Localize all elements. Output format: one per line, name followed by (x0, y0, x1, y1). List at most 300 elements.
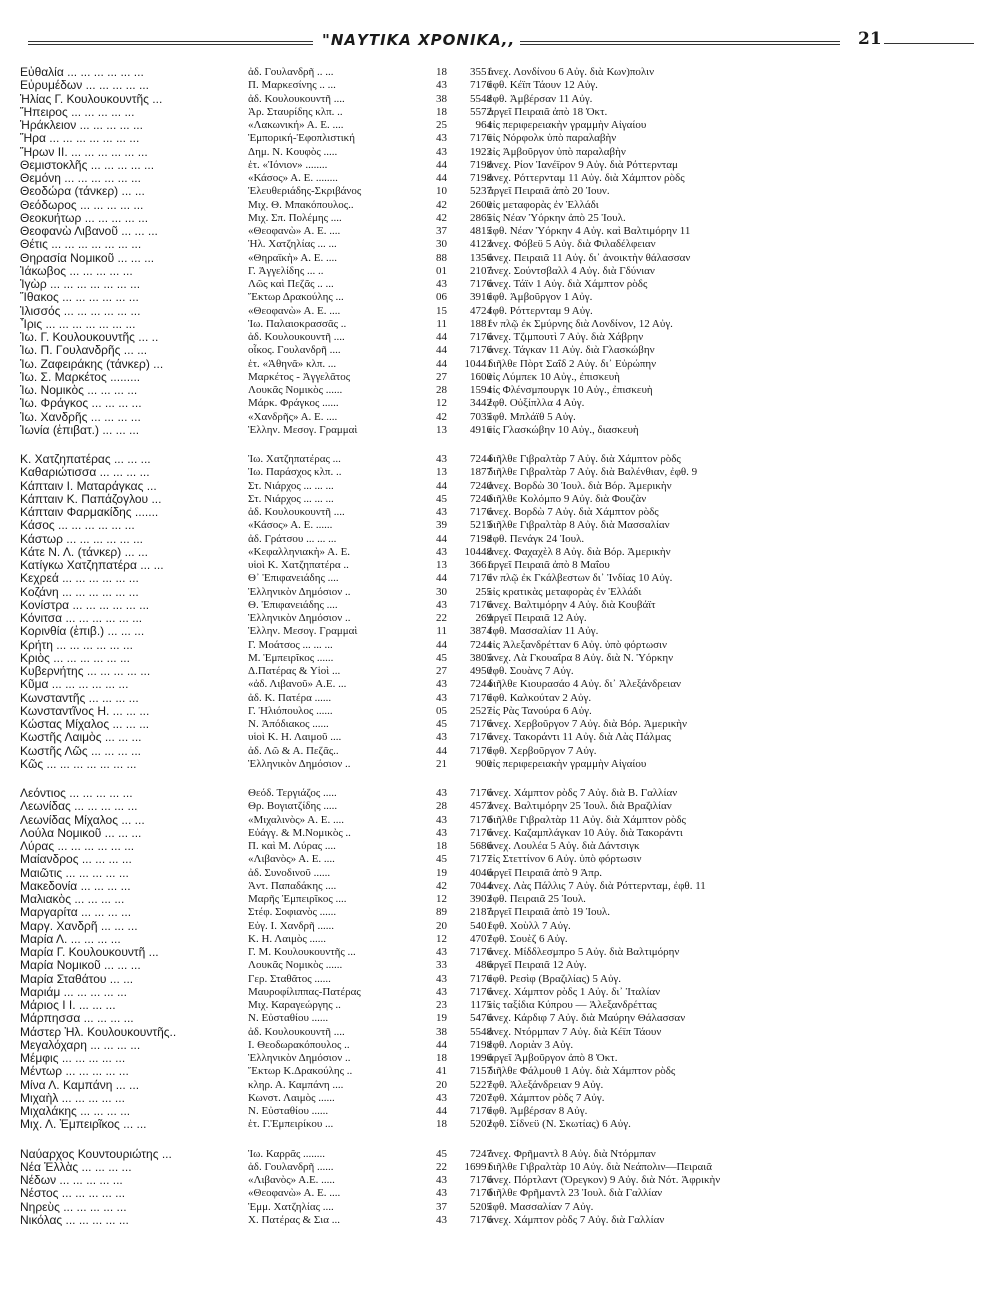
built-year: 45 (436, 718, 447, 730)
built-year: 44 (436, 1105, 447, 1117)
position-status: ἐφθ. Μασσαλίαν 11 Αὐγ. (488, 625, 599, 638)
tonnage: 7198 (470, 532, 492, 545)
table-row (20, 906, 980, 919)
owner-name: Ἕκτωρ Δρακούλης ... (248, 291, 344, 304)
position-status: εἰς Φλένσμπουργκ 10 Αὐγ., ἐπισκευὴ (488, 384, 653, 396)
owner-name: Γ. Μοάτσος ... ... ... (248, 638, 333, 651)
table-row (20, 599, 980, 612)
ship-name: Μαλιακὸς ... ... ... ... (20, 893, 125, 906)
built-year: 45 (436, 651, 447, 664)
built-year: 43 (436, 1187, 447, 1200)
ship-name: Λεόντιος ... ... ... ... ... (20, 787, 133, 800)
ship-name: Μιχ. Λ. Ἐμπειρῖκος ... ... (20, 1118, 147, 1132)
built-year: 43 (436, 1174, 447, 1186)
tonnage: 7176 (470, 972, 492, 985)
owner-name: Γερ. Σταθᾶτος ...... (248, 972, 331, 985)
tonnage: 4123 (470, 238, 492, 251)
ship-name: Μαιῶτις ... ... ... ... ... (20, 866, 129, 880)
position-status: ἀνεχ. Τακοράντι 11 Αὐγ. διὰ Λὰς Πάλμας (488, 731, 671, 744)
tonnage: 16991 (464, 1160, 492, 1173)
owner-name: Μαρκέτος - Ἀγγελᾶτος (248, 370, 351, 383)
tonnage: 4573 (470, 800, 492, 813)
built-year: 44 (436, 744, 447, 757)
tonnage: 7176 (470, 946, 492, 958)
built-year: 27 (436, 665, 447, 677)
owner-name: ἀδ. Γράτσου ... ... ... (248, 532, 337, 545)
tonnage: 7176 (470, 813, 492, 826)
owner-name: Ἰω. Χατζηπατέρας ... (248, 453, 341, 465)
ship-name: Κορινθία (ἐπιβ.) ... ... ... (20, 625, 145, 639)
position-status: εἰς Ἀμβοῦργον ὑπὸ παραλαβὴν (488, 145, 626, 158)
table-row (20, 1092, 980, 1105)
ship-name: Κωνσταντῆς ... ... ... ... (20, 691, 139, 705)
ship-name: Ἰάκωβος ... ... ... ... ... (20, 264, 133, 278)
position-status: εἰς κρατικὰς μεταφορὰς ἐν Ἑλλάδι (488, 585, 642, 598)
position-status: διῆλθε Γιβραλτὰρ 7 Αὐγ. διὰ Βαλένθιαν, ἐφθ. 9 (488, 466, 698, 479)
tonnage: 2865 (470, 211, 492, 224)
owner-name: «Θεοφανὼ» Α. Ε. .... (248, 1187, 341, 1200)
owner-name: Ἰω. Παράσχος κλπ. .. (248, 466, 342, 479)
table-row (20, 612, 980, 625)
owner-name: Γ. Μ. Κουλουκουντῆς ... (248, 946, 356, 958)
ship-group (20, 453, 980, 771)
tonnage: 4916 (470, 423, 492, 436)
table-row (20, 493, 980, 506)
built-year: 44 (436, 357, 447, 370)
owner-name: Ἑλληνικὸν Δημόσιον .. (248, 612, 351, 624)
ship-name: Κωστῆς Λῶς ... ... ... ... (20, 744, 142, 758)
position-status: ἀργεῖ Πειραιᾶ 12 Αὐγ. (488, 612, 587, 624)
tonnage: 7176 (470, 826, 492, 839)
position-status: εἰς Νόρφολκ ὑπὸ παραλαβὴν (488, 132, 617, 145)
tonnage: 7198 (470, 158, 492, 171)
built-year: 18 (436, 1052, 447, 1064)
built-year: 01 (436, 264, 447, 277)
built-year: 44 (436, 158, 447, 171)
owner-name: ἑτ. «Ἀθηνᾶ» κλπ. ... (248, 357, 337, 370)
owner-name: Μάρκ. Φράγκος ...... (248, 397, 339, 410)
built-year: 12 (436, 932, 447, 945)
ship-name: Θεοκυήτωρ ... ... ... ... ... (20, 211, 149, 225)
tonnage: 7044 (470, 879, 492, 892)
built-year: 38 (436, 92, 447, 105)
ship-name: Ἰγὼρ ... ... ... ... ... ... ... (20, 278, 141, 291)
owner-name: υἱοὶ Κ. Η. Λαιμοῦ .... (248, 731, 342, 744)
table-row (20, 546, 980, 559)
built-year: 19 (436, 1012, 447, 1025)
tonnage: 3903 (470, 893, 492, 905)
built-year: 38 (436, 1025, 447, 1038)
owner-name: Μιχ. Καραγεώργης .. (248, 999, 341, 1011)
owner-name: «Μιχαλινὸς» Α. Ε. .... (248, 813, 344, 826)
position-status: εἰς μεταφορὰς ἐν Ἑλλάδι (488, 198, 599, 211)
ship-name: Κῶς ... ... ... ... ... ... ... (20, 757, 137, 771)
built-year: 42 (436, 211, 447, 224)
built-year: 39 (436, 519, 447, 532)
ship-name: Μέντωρ ... ... ... ... ... (20, 1065, 129, 1079)
built-year: 45 (436, 1147, 447, 1160)
table-row (20, 318, 980, 331)
position-status: ἀργεῖ Πειραιᾶ ἀπὸ 9 Ἀπρ. (488, 866, 603, 879)
ship-name: Νέστος ... ... ... ... ... (20, 1187, 126, 1201)
ship-name: Κεχρεά ... ... ... ... ... ... (20, 572, 139, 586)
table-row (20, 1052, 980, 1065)
position-status: ἀνεχ. Ρόττερνταμ 11 Αὐγ. διὰ Χάμπτον ρὸδς (488, 172, 685, 184)
built-year: 19 (436, 866, 447, 879)
page-header (0, 28, 1000, 58)
table-row (20, 265, 980, 278)
ship-name: Εὐρυμέδων ... ... ... ... ... (20, 79, 149, 93)
tonnage: 1594 (470, 384, 492, 396)
built-year: 89 (436, 906, 447, 919)
position-status: ἀνεχ. Βορδὼ 30 Ἰουλ. διὰ Βόρ. Ἀμερικὴν (488, 479, 672, 492)
built-year: 43 (436, 985, 447, 998)
position-status: διῆλθε Γιβραλτὰρ 7 Αὐγ. διὰ Χάμπτον ρὸδς (488, 453, 681, 465)
ship-name: Μίνα Λ. Καμπάνη ... ... (20, 1078, 140, 1092)
tonnage: 7244 (470, 453, 492, 465)
owner-name: «Κάσος» Α. Ε. ........ (248, 172, 338, 184)
tonnage: 1877 (470, 466, 492, 479)
owner-name: Δ.Πατέρας & Υἱοὶ ... (248, 665, 341, 677)
built-year: 23 (436, 999, 447, 1011)
table-row (20, 745, 980, 758)
built-year: 43 (436, 826, 447, 839)
tonnage: 7176 (470, 1174, 492, 1186)
table-row (20, 1148, 980, 1161)
built-year: 12 (436, 893, 447, 905)
tonnage: 7176 (470, 506, 492, 518)
owner-name: Ἐμπορική-Ἐφοπλιστική (248, 132, 355, 145)
header-rule-end (884, 43, 974, 44)
tonnage: 4707 (470, 932, 492, 945)
built-year: 44 (436, 479, 447, 492)
ship-name: Θηρασία Νομικοῦ ... ... ... (20, 251, 155, 265)
owner-name: ἀδ. Κουλουκουντῆ .... (248, 331, 345, 343)
built-year: 43 (436, 1213, 447, 1226)
owner-name: «Κάσος» Α. Ε. ...... (248, 519, 333, 532)
owner-name: Ἰω. Καρρᾶς ........ (248, 1147, 326, 1160)
ship-name: Κατίγκω Χατζηπατέρα ... ... (20, 559, 164, 572)
table-row (20, 986, 980, 999)
owner-name: υἱοὶ Κ. Χατζηπατέρα .. (248, 559, 349, 571)
table-row (20, 1118, 980, 1131)
owner-name: Ν. Ἀπόδιακος ...... (248, 718, 329, 730)
table-row (20, 331, 980, 344)
built-year: 44 (436, 172, 447, 184)
table-row (20, 840, 980, 853)
built-year: 12 (436, 397, 447, 410)
table-row (20, 238, 980, 251)
built-year: 43 (436, 506, 447, 518)
built-year: 18 (436, 1118, 447, 1131)
position-status: ἀνεχ. Βαλτιμόρην 4 Αὐγ. διὰ Κουβάϊτ (488, 598, 656, 611)
tonnage: 7177 (470, 853, 492, 866)
owner-name: Ἑλληνικὸν Δημόσιον .. (248, 585, 351, 598)
tonnage: 2187 (470, 906, 492, 919)
owner-name: Δημ. Ν. Κουφὸς ..... (248, 145, 338, 158)
table-row (20, 1201, 980, 1214)
page-number: 21 (858, 29, 882, 49)
table-row (20, 787, 980, 800)
owner-name: Ἰω. Παλαιοκρασσᾶς .. (248, 317, 347, 330)
built-year: 43 (436, 946, 447, 958)
tonnage: 7176 (470, 1187, 492, 1200)
built-year: 33 (436, 959, 447, 972)
owner-name: Θ. Ἐπιφανειάδης .... (248, 598, 338, 611)
built-year: 45 (436, 492, 447, 505)
tonnage: 7240 (470, 492, 492, 505)
tonnage: 5572 (470, 105, 492, 118)
table-row (20, 814, 980, 827)
table-row (20, 705, 980, 718)
position-status: ἀνεχ. Λονδίνου 6 Αὐγ. διὰ Κων)πολιν (488, 66, 655, 78)
owner-name: Λουκᾶς Νομικὸς ...... (248, 384, 343, 396)
ship-name: Κ. Χατζηπατέρας ... ... ... (20, 453, 151, 466)
owner-name: Ν. Εὐσταθίου ...... (248, 1105, 329, 1117)
ship-name: Μιχαὴλ ... ... ... ... ... (20, 1091, 125, 1105)
position-status: ἀργεῖ Πειραιᾶ ἀπὸ 20 Ἰουν. (488, 185, 610, 198)
position-status: διῆλθε Κολόμπο 9 Αὐγ. διὰ Φουζὰν (488, 492, 647, 505)
owner-name: Θεόδ. Τεργιάζος ..... (248, 787, 337, 799)
position-status: ἀνεχ. Χάμπτον ρὸδς 1 Αὐγ. δι᾽ Ἰταλίαν (488, 985, 661, 998)
owner-name: Ἕκτωρ Κ.Δρακούλης .. (248, 1065, 353, 1078)
tonnage: 5476 (470, 1012, 492, 1025)
built-year: 43 (436, 678, 447, 691)
ship-name: Μαρία Γ. Κουλουκουντῆ ... (20, 946, 159, 959)
table-row (20, 1161, 980, 1174)
table-row (20, 920, 980, 933)
tonnage: 7176 (470, 598, 492, 611)
position-status: ἀνεχ. Χάμπτον ρὸδς 7 Αὐγ. διὰ Γαλλίαν (488, 1213, 665, 1226)
table-row (20, 453, 980, 466)
ship-name: Θέτις ... ... ... ... ... ... ... (20, 238, 142, 252)
table-row (20, 559, 980, 572)
owner-name: Μιχ. Θ. Μπακόπουλος.. (248, 198, 354, 211)
tonnage: 2107 (470, 264, 492, 277)
table-row (20, 933, 980, 946)
ship-name: Ἥρα ... ... ... ... ... ... ... (20, 132, 140, 146)
tonnage: 7176 (470, 1213, 492, 1226)
owner-name: Ἐμμ. Χατζηλίας .... (248, 1200, 334, 1213)
table-row (20, 1079, 980, 1092)
tonnage: 7198 (470, 172, 492, 184)
tonnage: 1600 (470, 370, 492, 383)
built-year: 22 (436, 1160, 447, 1173)
built-year: 28 (436, 384, 447, 396)
table-row (20, 159, 980, 172)
built-year: 43 (436, 453, 447, 465)
tonnage: 5548 (470, 92, 492, 105)
owner-name: Ἑλληνικὸν Δημόσιον .. (248, 1052, 351, 1064)
owner-name: «Κεφαλληνιακὴ» Α. Ε. (248, 545, 351, 558)
ship-name: Κάτε Ν. Λ. (τάνκερ) ... ... (20, 545, 148, 559)
tonnage: 964 (475, 119, 492, 131)
position-status: ἀργεῖ Πειραιᾶ 12 Αὐγ. (488, 959, 587, 972)
built-year: 25 (436, 119, 447, 131)
owner-name: Π. καὶ Μ. Λύρας .... (248, 840, 336, 852)
built-year: 20 (436, 1078, 447, 1091)
table-row (20, 1026, 980, 1039)
tonnage: 3805 (470, 651, 492, 664)
ship-name: Μάστερ Ἡλ. Κουλουκουντῆς.. (20, 1025, 177, 1039)
owner-name: «Λιβανὸς» Α. Ε. .... (248, 853, 335, 866)
table-row (20, 291, 980, 304)
tonnage: 10441 (464, 357, 492, 370)
owner-name: Ἑλληνικὸν Δημόσιον .. (248, 757, 351, 770)
table-row (20, 172, 980, 185)
ship-name: Κόνιτσα ... ... ... ... ... ... (20, 612, 143, 625)
ship-name: Κριὸς ... ... ... ... ... ... (20, 651, 130, 665)
built-year: 43 (436, 1091, 447, 1104)
table-row (20, 999, 980, 1012)
tonnage: 255 (475, 585, 492, 598)
ship-name: Κάπταιν Ι. Ματαράγκας ... (20, 479, 157, 493)
table-row (20, 1039, 980, 1052)
ship-name: Μεγαλόχαρη ... ... ... ... (20, 1038, 141, 1052)
built-year: 11 (436, 625, 447, 638)
owner-name: Ἀρ. Σταυρίδης κλπ. .. (248, 105, 343, 118)
ship-name: Ἥρων ΙΙ. ... ... ... ... ... ... (20, 145, 148, 159)
position-status: εἰς Νέαν Ὑόρκην ἀπὸ 25 Ἰουλ. (488, 211, 626, 224)
built-year: 43 (436, 972, 447, 985)
ship-name: Μαρία Σταθάτου ... ... (20, 972, 134, 986)
built-year: 42 (436, 198, 447, 211)
owner-name: «Θηραϊκὴ» Α. Ε. .... (248, 251, 338, 264)
ship-name: Ἰω. Ζαφειράκης (τάνκερ) ... (20, 357, 164, 371)
built-year: 43 (436, 598, 447, 611)
owner-name: ἀδ. Λῶ & Α. Πεζᾶς.. (248, 744, 339, 757)
position-status: ἐφθ. Ἀμβέρσαν 11 Αὐγ. (488, 92, 593, 105)
owner-name: «Θεοφανὼ» Α. Ε. .... (248, 304, 341, 317)
table-row (20, 358, 980, 371)
table-row (20, 853, 980, 866)
table-row (20, 665, 980, 678)
owner-name: Κ. Η. Λαιμὸς ...... (248, 932, 326, 945)
built-year: 45 (436, 853, 447, 866)
table-row (20, 867, 980, 880)
built-year: 18 (436, 105, 447, 118)
ship-group (20, 787, 980, 1132)
header-rule-right (520, 41, 840, 45)
tonnage: 5548 (470, 1025, 492, 1038)
ship-group (20, 1148, 980, 1228)
built-year: 13 (436, 466, 447, 479)
table-row (20, 397, 980, 410)
built-year: 43 (436, 731, 447, 744)
ship-name: Μαργ. Χανδρῆ ... ... ... (20, 919, 138, 933)
tonnage: 1356 (470, 251, 492, 264)
position-status: εἰς ταξίδια Κύπρου — Ἀλεξανδρέττας (488, 999, 657, 1011)
ship-name: Θεοφανὼ Λιβανοῦ ... ... ... (20, 225, 158, 238)
ship-group (20, 66, 980, 437)
ship-name: Θεόδωρος ... ... ... ... ... (20, 198, 144, 212)
table-row (20, 731, 980, 744)
table-row (20, 212, 980, 225)
position-status: διῆλθε Γιβραλτὰρ 10 Αὐγ. διὰ Νεάπολιν—Πειραιᾶ (488, 1160, 712, 1173)
ship-name: Ἰω. Χανδρῆς ... ... ... ... (20, 410, 141, 424)
position-status: ἐφθ. Ἀμβοῦργον 1 Αὐγ. (488, 291, 593, 304)
built-year: 21 (436, 757, 447, 770)
ship-name: Μαρία Νομικοῦ ... ... ... (20, 959, 141, 973)
tonnage: 1175 (470, 999, 492, 1011)
ship-name: Ναύαρχος Κουντουριώτης ... (20, 1147, 172, 1161)
ship-name: Ἰω. Γ. Κουλουκουντῆς ... .. (20, 331, 159, 344)
tonnage: 5205 (470, 1200, 492, 1213)
tonnage: 1881 (470, 317, 492, 330)
tonnage: 7176 (470, 132, 492, 145)
tonnage: 7176 (470, 691, 492, 704)
built-year: 43 (436, 545, 447, 558)
owner-name: Λῶς καὶ Πεζᾶς .. ... (248, 278, 334, 290)
owner-name: Στ. Νιάρχος ... ... ... (248, 479, 334, 492)
ship-name: Εὐθαλία ... ... ... ... ... ... (20, 66, 144, 79)
position-status: ἀνεχ. Καζαμπλάγκαν 10 Αὐγ. διὰ Τακοράντι (488, 826, 683, 839)
tonnage: 7198 (470, 1038, 492, 1051)
table-row (20, 344, 980, 357)
tonnage: 269 (475, 612, 492, 624)
position-status: ἀνεχ. Βορδὼ 7 Αὐγ. διὰ Χάμπτον ρὸδς (488, 506, 659, 518)
ship-name: Ἡράκλειον ... ... ... ... ... (20, 119, 143, 132)
table-row (20, 1105, 980, 1118)
ship-name: Κάπταιν Φαρμακίδης ....... (20, 506, 159, 519)
tonnage: 2527 (470, 704, 492, 717)
table-row (20, 199, 980, 212)
position-status: ἀνεχ. Χάμπτον ρὸδς 7 Αὐγ. διὰ Β. Γαλλίαν (488, 787, 678, 799)
tonnage: 7176 (470, 1105, 492, 1117)
owner-name: ἑτ. Γ.Ἐμπειρίκου ... (248, 1118, 334, 1131)
owner-name: Εὐάγγ. & Μ.Νομικὸς .. (248, 826, 351, 839)
tonnage: 7244 (470, 638, 492, 651)
tonnage: 7176 (470, 572, 492, 585)
table-row (20, 572, 980, 585)
ship-name: Λεωνίδας ... ... ... ... ... (20, 800, 138, 814)
table-row (20, 480, 980, 493)
position-status: ἐφθ. Χάμπτον ρὸδς 7 Αὐγ. (488, 1091, 605, 1104)
ship-name: Μάριος Ι Ι. ... ... ... (20, 999, 116, 1012)
table-row (20, 758, 980, 771)
position-status: ἐν πλῷ ἐκ Σμύρνης διὰ Λονδίνον, 12 Αὐγ. (488, 317, 673, 330)
journal-title: "ΝΑΥΤΙΚΑ ΧΡΟΝΙΚΑ,, (322, 31, 516, 49)
owner-name: Ἀντ. Παπαδάκης .... (248, 879, 337, 892)
owner-name: «Λιβανὸς» Α.Ε. ..... (248, 1174, 335, 1186)
owner-name: Ἐλευθεριάδης-Σκριβάνος (248, 185, 362, 198)
owner-name: Γ. Ἠλιόπουλος ...... (248, 704, 333, 717)
ship-name: Θεοδώρα (τάνκερ) ... ... (20, 185, 145, 199)
ship-name: Καθαριώτισσα ... ... ... ... (20, 466, 150, 480)
built-year: 20 (436, 919, 447, 932)
table-row (20, 506, 980, 519)
ship-name: Θεμόνη ... ... ... ... ... ... (20, 172, 141, 185)
position-status: εἰς Ρὰς Τανούρα 6 Αὐγ. (488, 704, 592, 717)
position-status: ἀνεχ. Βαλτιμόρην 25 Ἰουλ. διὰ Βραζιλίαν (488, 800, 672, 813)
table-row (20, 959, 980, 972)
table-row (20, 533, 980, 546)
tonnage: 5686 (470, 840, 492, 852)
ship-name: Μέμφις ... ... ... ... ... (20, 1052, 126, 1065)
table-row (20, 384, 980, 397)
tonnage: 1996 (470, 1052, 492, 1064)
position-status: ἀνεχ. Λὰ Γκουαΐρα 8 Αὐγ. διὰ Ν. Ὑόρκην (488, 651, 674, 664)
tonnage: 10448 (464, 545, 492, 558)
owner-name: Κωνστ. Λαιμὸς ...... (248, 1091, 335, 1104)
ship-name: Ἡλίας Γ. Κουλουκουντῆς ... (20, 92, 163, 106)
table-row (20, 800, 980, 813)
table-row (20, 586, 980, 599)
tonnage: 7240 (470, 479, 492, 492)
built-year: 44 (436, 532, 447, 545)
owner-name: Μιχ. Σπ. Πολέμης .... (248, 211, 342, 224)
ship-name: Ἰω. Σ. Μαρκέτος ......... (20, 370, 141, 384)
